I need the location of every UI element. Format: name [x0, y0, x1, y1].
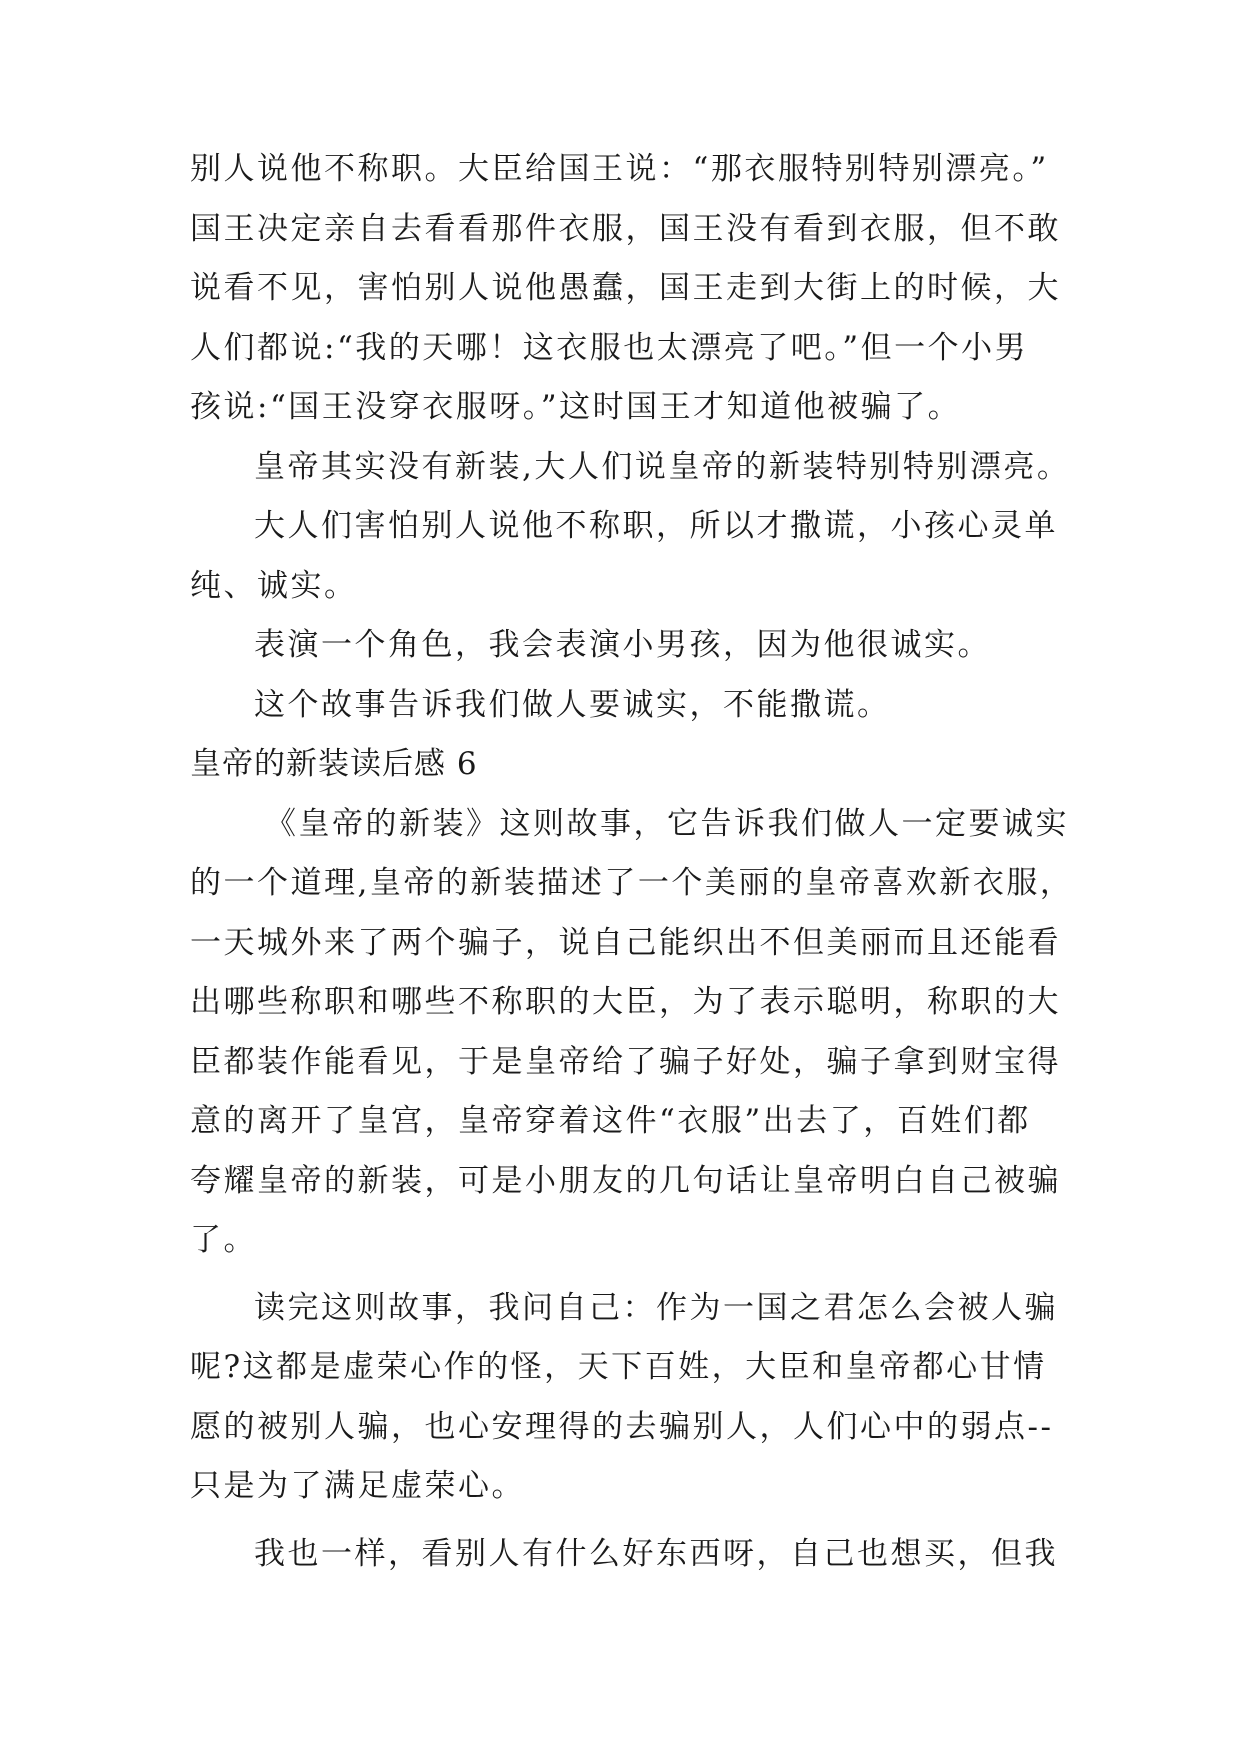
text-line: 了。	[190, 1222, 257, 1258]
text-line: 说看不见，害怕别人说他愚蠢，国王走到大街上的时候，大	[190, 270, 1061, 306]
text-line: 一天城外来了两个骗子，说自己能织出不但美丽而且还能看	[190, 924, 1061, 961]
paragraph-line: 表演一个角色，我会表演小男孩，因为他很诚实。	[254, 627, 991, 663]
section-heading: 皇帝的新装读后感 6	[190, 746, 478, 782]
paragraph-line: 皇帝其实没有新装,大人们说皇帝的新装特别特别漂亮。	[254, 448, 1071, 485]
text-line: 出哪些称职和哪些不称职的大臣，为了表示聪明，称职的大	[190, 984, 1061, 1020]
paragraph-line: 读完这则故事，我问自己：作为一国之君怎么会被人骗	[254, 1289, 1058, 1326]
text-line: 意的离开了皇宫，皇帝穿着这件“衣服”出去了，百姓们都	[190, 1103, 1031, 1139]
text-line: 的一个道理,皇帝的新装描述了一个美丽的皇帝喜欢新衣服，	[190, 865, 1074, 901]
document-body	[190, 140, 1074, 1584]
text-line: 孩说:“国王没穿衣服呀。”这时国王才知道他被骗了。	[190, 389, 962, 425]
paragraph-line: 这个故事告诉我们做人要诚实，不能撒谎。	[254, 686, 891, 723]
text-line: 别人说他不称职。大臣给国王说：“那衣服特别特别漂亮。”	[190, 151, 1049, 187]
text-line: 愿的被别人骗，也心安理得的去骗别人，人们心中的弱点--	[190, 1408, 1054, 1445]
text-line: 呢?这都是虚荣心作的怪，天下百姓，大臣和皇帝都心甘情	[190, 1349, 1047, 1385]
paragraph-line: 我也一样，看别人有什么好东西呀，自己也想买，但我	[254, 1535, 1058, 1572]
paragraph-line: 大人们害怕别人说他不称职，所以才撒谎，小孩心灵单	[254, 508, 1058, 544]
paragraph-gap	[190, 1271, 1050, 1279]
paragraph-line: 《皇帝的新装》这则故事，它告诉我们做人一定要诚实	[265, 805, 1069, 842]
text-line: 夸耀皇帝的新装，可是小朋友的几句话让皇帝明白自己被骗	[190, 1162, 1061, 1199]
text-line: 只是为了满足虚荣心。	[190, 1468, 525, 1504]
text-line: 人们都说:“我的天哪！这衣服也太漂亮了吧。”但一个小男	[190, 329, 1029, 366]
paragraph-gap	[190, 1517, 1050, 1525]
text-line: 国王决定亲自去看看那件衣服，国王没有看到衣服，但不敢	[190, 210, 1061, 247]
text-line: 臣都装作能看见，于是皇帝给了骗子好处，骗子拿到财宝得	[190, 1043, 1061, 1080]
text-line: 纯、诚实。	[190, 567, 358, 604]
